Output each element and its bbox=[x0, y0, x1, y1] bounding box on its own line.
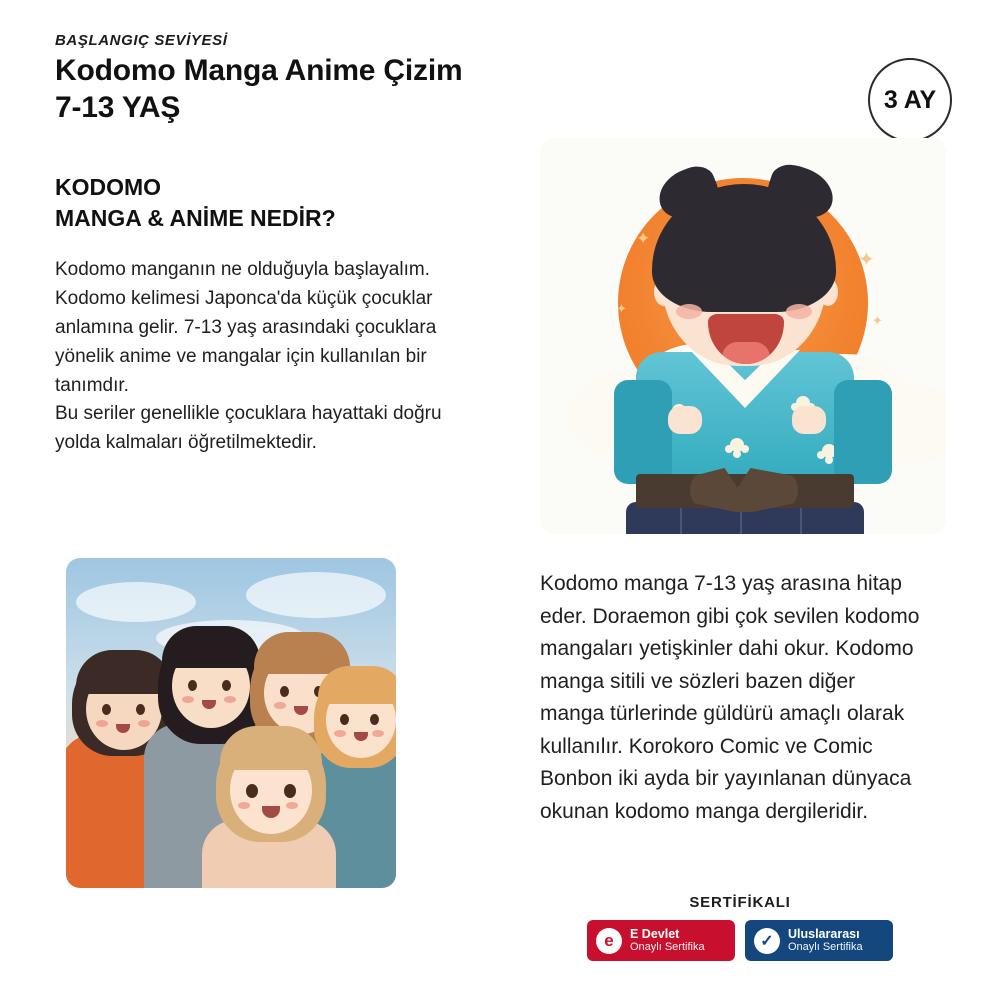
certificate-text bbox=[788, 927, 863, 954]
certificates-row bbox=[540, 920, 940, 961]
certificate-badge-international bbox=[745, 920, 893, 961]
kid-eye bbox=[102, 704, 111, 715]
kid-bangs bbox=[162, 626, 260, 668]
kid-eye bbox=[222, 680, 231, 691]
kid-bangs bbox=[220, 726, 322, 770]
kid-eye bbox=[188, 680, 197, 691]
page-title bbox=[55, 53, 655, 126]
page-title-line1: Kodomo Manga Anime Çizim bbox=[55, 54, 463, 87]
certificate-text bbox=[630, 927, 705, 954]
kid-cheek bbox=[224, 696, 236, 703]
boy-character bbox=[540, 138, 946, 534]
kid-cheek bbox=[238, 802, 250, 809]
kid-eye bbox=[340, 714, 349, 725]
page-title-line2: 7-13 YAŞ bbox=[55, 90, 181, 124]
kid-eye bbox=[246, 784, 258, 798]
certificate-name: E Devlet bbox=[630, 927, 680, 941]
kid-bangs bbox=[318, 666, 396, 704]
left-paragraph-1: Kodomo manganın ne olduğuyla başlayalım. Kodomo kelimesi Japonca'da küçük çocuklar anlamına gelir. 7-13 yaş arasındaki çocuklara yönelik anime ve mangalar için kullanılan bir tanımdır. bbox=[55, 259, 437, 396]
kid-eye bbox=[284, 784, 296, 798]
sparkle-icon: ✦ bbox=[872, 313, 883, 328]
header bbox=[55, 32, 655, 126]
certificate-badge-edevlet bbox=[587, 920, 735, 961]
section-heading-line1: KODOMO bbox=[55, 174, 162, 200]
kimono-boy-illustration bbox=[540, 138, 946, 534]
kid-eye bbox=[280, 686, 289, 697]
kid-eye bbox=[136, 704, 145, 715]
boy-sleeve-right bbox=[834, 380, 892, 484]
certificate-subtitle: Onaylı Sertifika bbox=[630, 941, 705, 954]
kid-cheek bbox=[274, 702, 286, 709]
boy-eye-right bbox=[768, 284, 798, 302]
kid-cheek bbox=[138, 720, 150, 727]
section-heading-line2: MANGA & ANİME NEDİR? bbox=[55, 205, 336, 232]
e-devlet-logo-icon: e bbox=[596, 928, 622, 954]
kid-cheek bbox=[182, 696, 194, 703]
boy-hand-right bbox=[792, 406, 826, 434]
certificates-title: SERTİFİKALI bbox=[689, 894, 791, 911]
cloud-shape bbox=[76, 582, 196, 622]
duration-badge: 3 AY bbox=[868, 58, 952, 142]
level-eyebrow: BAŞLANGIÇ SEVİYESİ bbox=[55, 32, 228, 49]
boy-tongue bbox=[722, 342, 770, 364]
check-icon: ✓ bbox=[754, 928, 780, 954]
boy-cheek-right bbox=[786, 304, 812, 319]
boy-hair bbox=[652, 184, 836, 312]
kids-group-image bbox=[66, 558, 396, 888]
kid-cheek bbox=[96, 720, 108, 727]
certificate-subtitle: Onaylı Sertifika bbox=[788, 941, 863, 954]
sparkle-icon: ✦ bbox=[858, 249, 875, 271]
kid-cheek bbox=[286, 802, 298, 809]
sparkle-icon: ✦ bbox=[616, 301, 627, 316]
sparkle-icon: ✦ bbox=[636, 229, 651, 248]
boy-cheek-left bbox=[676, 304, 702, 319]
kid-cheek bbox=[334, 730, 346, 737]
kimono-boy-image bbox=[540, 138, 946, 534]
flower-motif bbox=[730, 438, 744, 452]
boy-sleeve-left bbox=[614, 380, 672, 484]
cloud-shape bbox=[246, 572, 386, 618]
kids-group-illustration bbox=[66, 558, 396, 888]
kid-eye bbox=[370, 714, 379, 725]
boy-eye-left bbox=[692, 284, 722, 302]
left-paragraph-2: Bu seriler genellikle çocuklara hayattaki doğru yolda kalmaları öğretilmektedir. bbox=[55, 403, 442, 454]
section-heading bbox=[55, 172, 485, 235]
left-body-text bbox=[55, 256, 455, 458]
right-body-text bbox=[540, 568, 920, 828]
right-paragraph-1: Kodomo manga 7-13 yaş arasına hitap eder. Doraemon gibi çok sevilen kodomo mangaları yetişkinler dahi okur. Kodomo manga sitili ve sözleri bazen diğer manga türlerinde güldürü amaçlı olarak kullanılır. Korokoro Comic ve Comic Bonbon iki ayda bir yayınlanan dünyaca okunan kodomo manga dergileridir. bbox=[540, 572, 920, 823]
kid-cheek bbox=[372, 730, 384, 737]
certificate-name: Uluslararası bbox=[788, 927, 860, 941]
boy-hand-left bbox=[668, 406, 702, 434]
